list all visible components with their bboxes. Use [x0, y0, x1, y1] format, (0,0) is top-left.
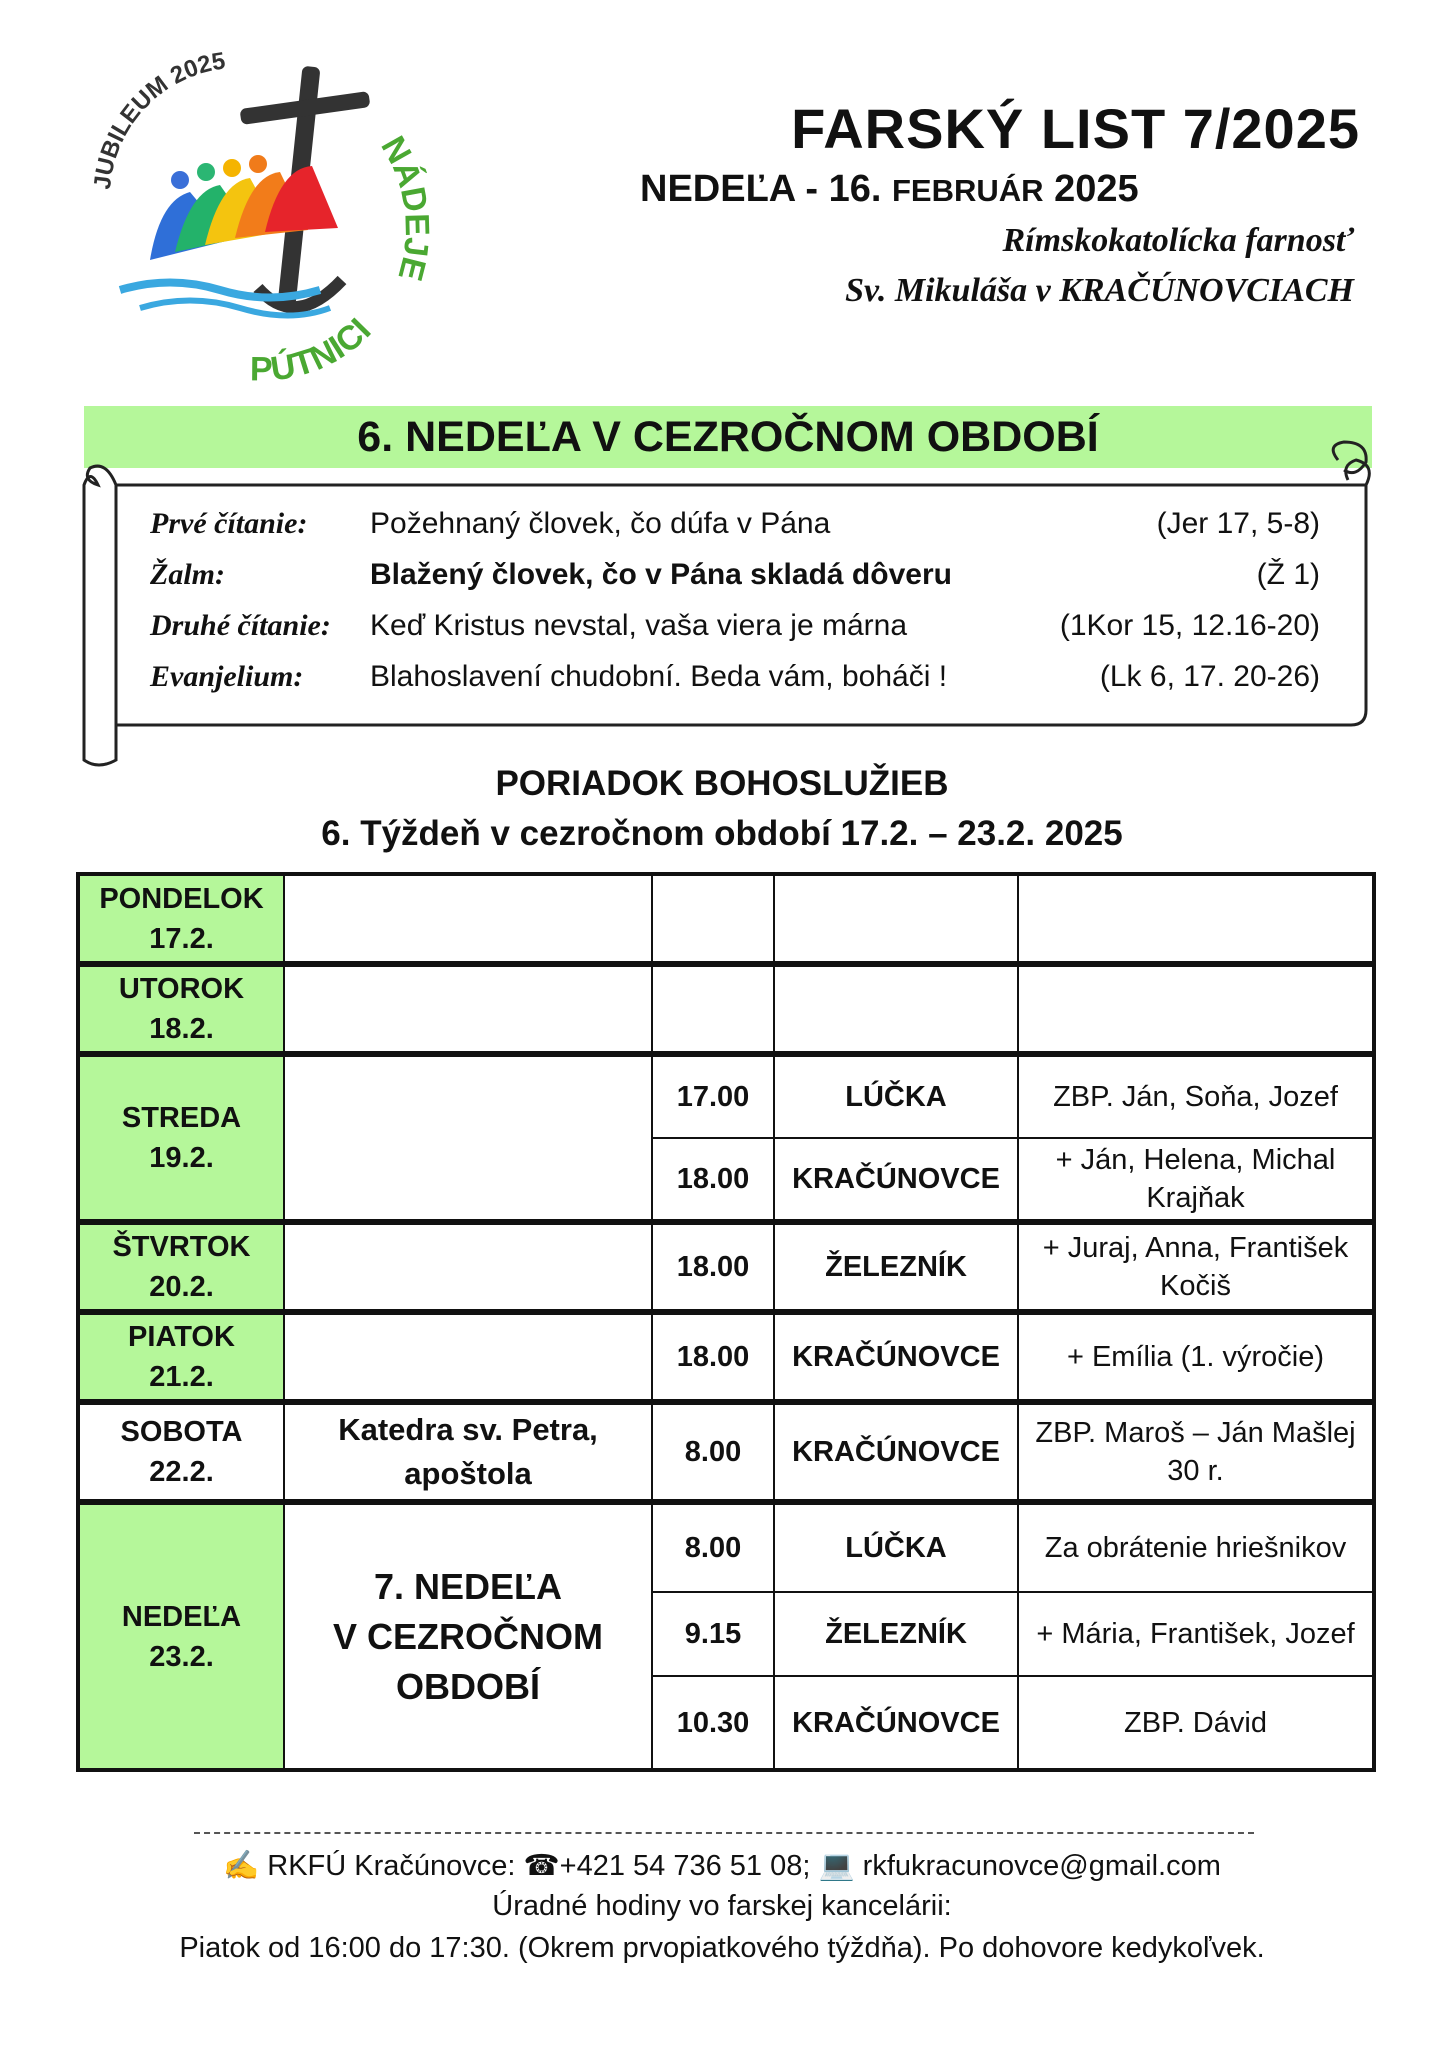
- day-cell: [78, 1312, 284, 1402]
- feast-line: 7. NEDEĽA: [373, 1565, 563, 1607]
- day-date: 20.2.: [149, 1271, 214, 1303]
- time-cell: [652, 874, 774, 964]
- email-link[interactable]: rkfukracunovce@gmail.com: [862, 1850, 1221, 1882]
- mass-schedule-table: [76, 872, 1376, 1772]
- schedule-title: PORIADOK BOHOSLUŽIEB: [495, 764, 949, 803]
- logo-arc-top-text: JUBILEUM 2025: [88, 47, 228, 191]
- table-row: [78, 1312, 1374, 1402]
- phone-icon: ☎: [523, 1850, 560, 1882]
- sunday-banner: 6. NEDEĽA V CEZROČNOM OBDOBÍ: [84, 406, 1372, 468]
- mass-time: 18.00: [652, 1222, 774, 1312]
- feast-line: Katedra sv. Petra,: [338, 1412, 598, 1447]
- feast-cell: [284, 1502, 652, 1770]
- day-date: 21.2.: [149, 1361, 214, 1393]
- reading-row: [150, 553, 1320, 597]
- office-hours-title: Úradné hodiny vo farskej kancelárii:: [492, 1890, 952, 1922]
- pilgrims-icon: [120, 155, 338, 316]
- reading-ref: (Lk 6, 17. 20-26): [1099, 660, 1320, 693]
- feast-cell: [284, 1402, 652, 1502]
- mass-time: 18.00: [652, 1138, 774, 1222]
- table-row: [78, 1502, 1374, 1592]
- reading-label: Druhé čítanie:: [150, 609, 331, 642]
- reading-label: Žalm:: [150, 558, 225, 591]
- schedule-subtitle: 6. Týždeň v cezročnom období 17.2. – 23.2. 2025: [321, 814, 1123, 853]
- table-row: [78, 1054, 1374, 1138]
- mass-intention: + Emília (1. výročie): [1018, 1312, 1374, 1402]
- footer-divider: [194, 1832, 1254, 1834]
- intention-cell: [1018, 874, 1374, 964]
- svg-text:PÚTNICI: [250, 311, 379, 388]
- mass-intention: ZBP. Ján, Soňa, Jozef: [1018, 1054, 1374, 1138]
- feast-cell: [284, 964, 652, 1054]
- reading-text: Blahoslavení chudobní. Beda vám, boháči !: [370, 660, 948, 693]
- mass-place: KRAČÚNOVCE: [774, 1402, 1018, 1502]
- date-prefix: NEDEĽA - 16.: [640, 168, 882, 210]
- day-date: 19.2.: [149, 1142, 214, 1174]
- place-cell: [774, 964, 1018, 1054]
- reading-label: Prvé čítanie:: [150, 507, 308, 540]
- day-name: NEDEĽA: [121, 1600, 242, 1633]
- reading-text: Blažený človek, čo v Pána skladá dôveru: [370, 558, 952, 591]
- mass-intention: + Mária, František, Jozef: [1018, 1592, 1374, 1676]
- day-cell: [78, 964, 284, 1054]
- parish-location: Sv. Mikuláša v KRAČÚNOVCIACH: [845, 272, 1354, 309]
- table-row: [78, 874, 1374, 964]
- mass-place: KRAČÚNOVCE: [774, 1676, 1018, 1770]
- day-name: PIATOK: [128, 1321, 235, 1353]
- mass-intention: Za obrátenie hriešnikov: [1018, 1502, 1374, 1592]
- mass-intention: ZBP. Maroš – Ján Mašlej 30 r.: [1018, 1402, 1374, 1502]
- office-hours: Piatok od 16:00 do 17:30. (Okrem prvopiatkového týždňa). Po dohovore kedykoľvek.: [179, 1932, 1265, 1964]
- feast-line: apoštola: [404, 1456, 532, 1491]
- reading-text: Keď Kristus nevstal, vaša viera je márna: [370, 609, 907, 642]
- day-cell: [78, 874, 284, 964]
- bulletin-title: FARSKÝ LIST 7/2025: [791, 97, 1360, 160]
- mass-time: 8.00: [652, 1502, 774, 1592]
- mass-place: KRAČÚNOVCE: [774, 1312, 1018, 1402]
- parish-name: Rímskokatolícka farnosť: [1002, 222, 1354, 259]
- mass-place: KRAČÚNOVCE: [774, 1138, 1018, 1222]
- mass-intention: ZBP. Dávid: [1018, 1676, 1374, 1770]
- day-date: 18.2.: [149, 1013, 214, 1045]
- mass-time: 9.15: [652, 1592, 774, 1676]
- mass-place: LÚČKA: [774, 1502, 1018, 1592]
- day-date: 23.2.: [149, 1640, 214, 1673]
- reading-ref: (1Kor 15, 12.16-20): [1059, 609, 1320, 642]
- mass-time: 17.00: [652, 1054, 774, 1138]
- reading-text: Požehnaný človek, čo dúfa v Pána: [370, 507, 831, 540]
- day-name: UTOROK: [118, 973, 245, 1005]
- mass-time: 8.00: [652, 1402, 774, 1502]
- date-month: FEBRUÁR: [891, 173, 1044, 208]
- feast-cell: [284, 1222, 652, 1312]
- office-name: RKFÚ Kračúnovce:: [267, 1850, 516, 1882]
- computer-icon: 💻: [818, 1850, 855, 1882]
- reading-label: Evanjelium:: [150, 660, 304, 693]
- feast-cell: [284, 874, 652, 964]
- day-date: 17.2.: [149, 922, 214, 955]
- day-name: PONDELOK: [99, 882, 264, 915]
- reading-ref: (Jer 17, 5-8): [1156, 507, 1320, 540]
- day-name: SOBOTA: [120, 1416, 243, 1448]
- contact-line: [0, 1848, 1444, 1883]
- table-row: [78, 964, 1374, 1054]
- table-row: [78, 1222, 1374, 1312]
- mass-intention: + Ján, Helena, Michal Krajňak: [1018, 1138, 1374, 1222]
- jubilee-logo: [80, 40, 460, 400]
- table-row: [78, 1402, 1374, 1502]
- day-name: STREDA: [121, 1102, 242, 1134]
- mass-place: LÚČKA: [774, 1054, 1018, 1138]
- date-year: 2025: [1054, 168, 1139, 210]
- place-cell: [774, 874, 1018, 964]
- time-cell: [652, 964, 774, 1054]
- day-cell: [78, 1222, 284, 1312]
- feast-cell: [284, 1054, 652, 1222]
- day-cell: [78, 1054, 284, 1222]
- mass-time: 18.00: [652, 1312, 774, 1402]
- bulletin-date: [640, 168, 1139, 211]
- feast-line: OBDOBÍ: [396, 1665, 540, 1707]
- mass-intention: + Juraj, Anna, František Kočiš: [1018, 1222, 1374, 1312]
- day-name: ŠTVRTOK: [112, 1231, 251, 1263]
- logo-arc-right-text: NÁDEJE: [373, 130, 436, 285]
- reading-ref: (Ž 1): [1256, 558, 1320, 591]
- mass-place: ŽELEZNÍK: [774, 1592, 1018, 1676]
- day-date: 22.2.: [149, 1456, 214, 1488]
- feast-cell: [284, 1312, 652, 1402]
- reading-row: [150, 655, 1320, 699]
- reading-row: [150, 604, 1320, 648]
- office-icon: ✍: [223, 1850, 260, 1882]
- reading-row: [150, 502, 1320, 546]
- logo-arc-bottom-text: PÚTNICI: [249, 311, 379, 389]
- feast-line: V CEZROČNOM: [333, 1615, 603, 1657]
- day-cell: [78, 1502, 284, 1770]
- intention-cell: [1018, 964, 1374, 1054]
- mass-place: ŽELEZNÍK: [774, 1222, 1018, 1312]
- svg-text:NÁDEJE: [373, 130, 436, 285]
- mass-time: 10.30: [652, 1676, 774, 1770]
- phone-number[interactable]: +421 54 736 51 08;: [559, 1850, 811, 1882]
- day-cell: [78, 1402, 284, 1502]
